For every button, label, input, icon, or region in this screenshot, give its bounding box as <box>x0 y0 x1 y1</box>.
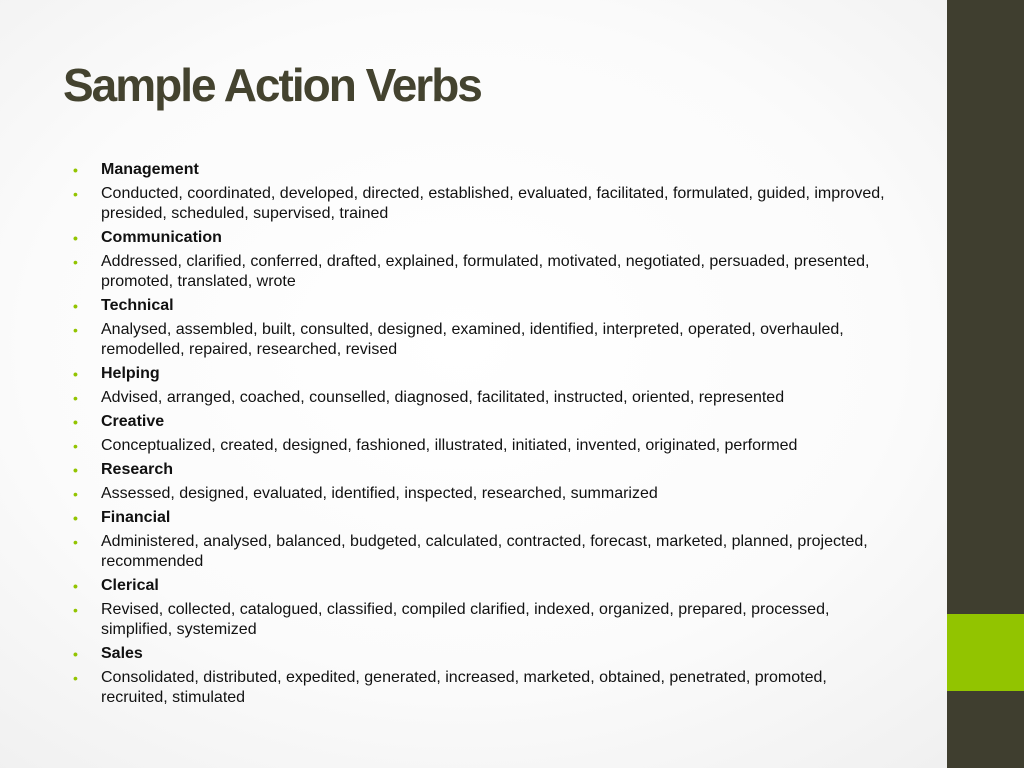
bullet-dot-icon: • <box>73 462 78 478</box>
category-heading <box>73 412 893 432</box>
bullet-dot-icon: • <box>73 486 78 502</box>
bullet-dot-icon: • <box>73 298 78 314</box>
category-heading <box>73 508 893 528</box>
bullet-dot-icon: • <box>73 162 78 178</box>
bullet-dot-icon: • <box>73 438 78 454</box>
verb-list-text: Analysed, assembled, built, consulted, designed, examined, identified, interpreted, operated, overhauled, remodelled, repaired, researched, revised <box>101 321 844 358</box>
category-label: Creative <box>101 413 165 430</box>
bullet-dot-icon: • <box>73 322 78 338</box>
bullet-dot-icon: • <box>73 230 78 246</box>
category-label: Sales <box>101 645 143 662</box>
bullet-dot-icon: • <box>73 390 78 406</box>
category-heading <box>73 160 893 180</box>
verb-list-item <box>73 532 893 572</box>
bullet-dot-icon: • <box>73 534 78 550</box>
bullet-dot-icon: • <box>73 510 78 526</box>
bullet-dot-icon: • <box>73 578 78 594</box>
verb-list-item <box>73 600 893 640</box>
bullet-list <box>73 160 893 708</box>
side-accent-block <box>947 614 1024 691</box>
verb-list-text: Addressed, clarified, conferred, drafted, explained, formulated, motivated, negotiated, persuaded, presented, promoted, translated, wrote <box>101 253 870 290</box>
slide-content <box>73 160 893 712</box>
category-label: Management <box>101 161 199 178</box>
category-label: Communication <box>101 229 222 246</box>
verb-list-item <box>73 484 893 504</box>
category-label: Technical <box>101 297 174 314</box>
category-heading <box>73 460 893 480</box>
bullet-dot-icon: • <box>73 602 78 618</box>
category-label: Clerical <box>101 577 159 594</box>
category-heading <box>73 296 893 316</box>
verb-list-item <box>73 320 893 360</box>
category-heading <box>73 228 893 248</box>
verb-list-text: Administered, analysed, balanced, budgeted, calculated, contracted, forecast, marketed, planned, projected, recommended <box>101 533 868 570</box>
verb-list-item <box>73 252 893 292</box>
verb-list-text: Revised, collected, catalogued, classified, compiled clarified, indexed, organized, prepared, processed, simplified, systemized <box>101 601 830 638</box>
bullet-dot-icon: • <box>73 254 78 270</box>
category-heading <box>73 364 893 384</box>
bullet-dot-icon: • <box>73 646 78 662</box>
verb-list-item <box>73 184 893 224</box>
category-label: Financial <box>101 509 171 526</box>
category-label: Research <box>101 461 174 478</box>
category-label: Helping <box>101 365 160 382</box>
category-heading <box>73 644 893 664</box>
slide-title: Sample Action Verbs <box>63 59 481 111</box>
bullet-dot-icon: • <box>73 366 78 382</box>
verb-list-text: Assessed, designed, evaluated, identified, inspected, researched, summarized <box>101 485 658 502</box>
verb-list-text: Conceptualized, created, designed, fashioned, illustrated, initiated, invented, originated, performed <box>101 437 798 454</box>
category-heading <box>73 576 893 596</box>
verb-list-item <box>73 436 893 456</box>
verb-list-item <box>73 668 893 708</box>
bullet-dot-icon: • <box>73 670 78 686</box>
verb-list-item <box>73 388 893 408</box>
bullet-dot-icon: • <box>73 414 78 430</box>
verb-list-text: Conducted, coordinated, developed, directed, established, evaluated, facilitated, formulated, guided, improved, presided, scheduled, supervised, trained <box>101 185 885 222</box>
verb-list-text: Consolidated, distributed, expedited, generated, increased, marketed, obtained, penetrated, promoted, recruited, stimulated <box>101 669 827 706</box>
verb-list-text: Advised, arranged, coached, counselled, diagnosed, facilitated, instructed, oriented, represented <box>101 389 785 406</box>
bullet-dot-icon: • <box>73 186 78 202</box>
